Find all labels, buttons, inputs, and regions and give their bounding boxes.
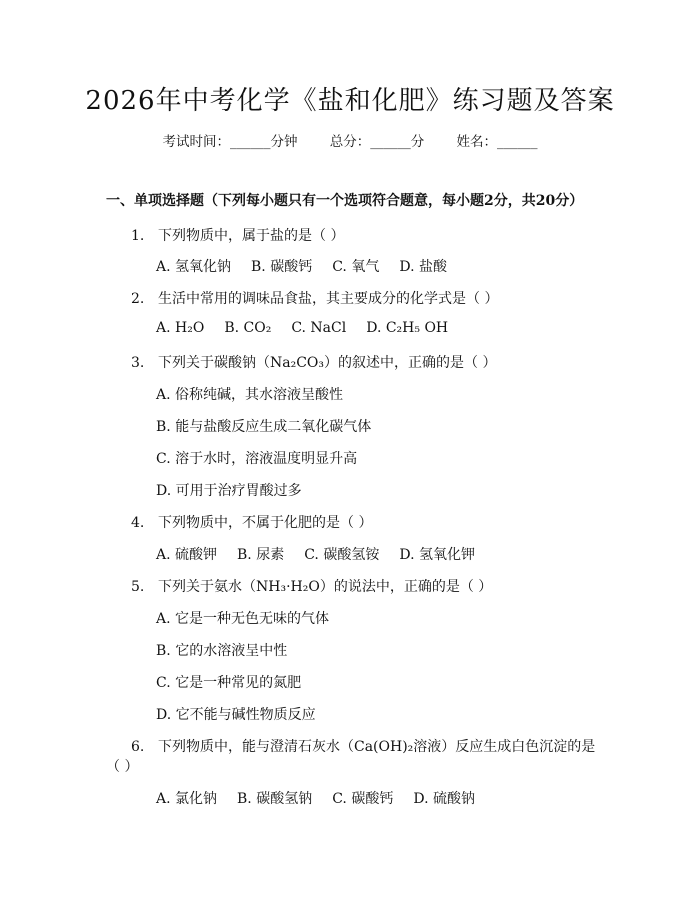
option-d: D. 盐酸 <box>399 259 447 275</box>
option-c: C. 碳酸氢铵 <box>304 547 380 563</box>
option-c: C. NaCl <box>291 320 347 336</box>
option-d: D. C₂H₅ OH <box>366 320 449 336</box>
question-text: 下列物质中，能与澄清石灰水（Ca(OH)₂溶液）反应生成白色沉淀的是 <box>158 739 596 755</box>
question-6-options <box>156 788 495 808</box>
option-a: A. 俗称纯碱，其水溶液呈酸性 <box>156 387 344 403</box>
section-heading: 一、单项选择题（下列每小题只有一个选项符合题意，每小题2分，共20分） <box>106 193 584 209</box>
option-d: D. 硫酸钠 <box>413 791 475 807</box>
question-number: 4. <box>131 515 145 531</box>
exam-time: 考试时间：______分钟 <box>162 134 298 150</box>
option-b: B. CO₂ <box>224 320 272 336</box>
question-number: 1. <box>131 228 145 244</box>
option-b: B. 碳酸氢钠 <box>237 791 313 807</box>
option-c: C. 它是一种常见的氮肥 <box>156 675 302 691</box>
question-5 <box>131 576 492 596</box>
question-4 <box>131 512 372 532</box>
exam-info <box>0 130 700 150</box>
question-text: 下列物质中，属于盐的是（ ） <box>158 228 345 244</box>
option-d: D. 它不能与碱性物质反应 <box>156 707 316 723</box>
question-2 <box>131 288 498 308</box>
question-2-options <box>156 320 468 336</box>
option-a: A. 氢氧化钠 <box>156 259 232 275</box>
question-3 <box>131 352 496 372</box>
question-1-options <box>156 256 467 276</box>
option-b: B. 尿素 <box>237 547 285 563</box>
option-d: D. 可用于治疗胃酸过多 <box>156 483 302 499</box>
question-text: 下列关于氨水（NH₃·H₂O）的说法中，正确的是（ ） <box>158 579 493 595</box>
student-name: 姓名：______ <box>456 134 538 150</box>
option-b: B. 能与盐酸反应生成二氧化碳气体 <box>156 419 372 435</box>
option-c: C. 溶于水时，溶液温度明显升高 <box>156 451 358 467</box>
option-a: A. 硫酸钾 <box>156 547 218 563</box>
document-title: 2026年中考化学《盐和化肥》练习题及答案 <box>85 86 615 116</box>
option-b: B. 碳酸钙 <box>251 259 313 275</box>
option-c: C. 氧气 <box>332 259 380 275</box>
question-text: 下列物质中，不属于化肥的是（ ） <box>158 515 373 531</box>
question-1 <box>131 225 344 245</box>
total-score: 总分：______分 <box>329 134 425 150</box>
option-a: A. 它是一种无色无味的气体 <box>156 611 330 627</box>
question-6 <box>131 736 595 756</box>
question-4-options <box>156 544 495 564</box>
question-number: 2. <box>131 291 145 307</box>
question-text: 生活中常用的调味品食盐，其主要成分的化学式是（ ） <box>158 291 499 307</box>
question-6-continuation: （ ） <box>106 759 139 775</box>
question-number: 5. <box>131 579 145 595</box>
option-d: D. 氢氧化钾 <box>399 547 475 563</box>
option-a: A. 氯化钠 <box>156 791 218 807</box>
question-number: 3. <box>131 355 145 371</box>
option-b: B. 它的水溶液呈中性 <box>156 643 288 659</box>
question-text: 下列关于碳酸钠（Na₂CO₃）的叙述中，正确的是（ ） <box>158 355 497 371</box>
option-c: C. 碳酸钙 <box>332 791 394 807</box>
option-a: A. H₂O <box>156 320 205 336</box>
question-number: 6. <box>131 739 145 755</box>
